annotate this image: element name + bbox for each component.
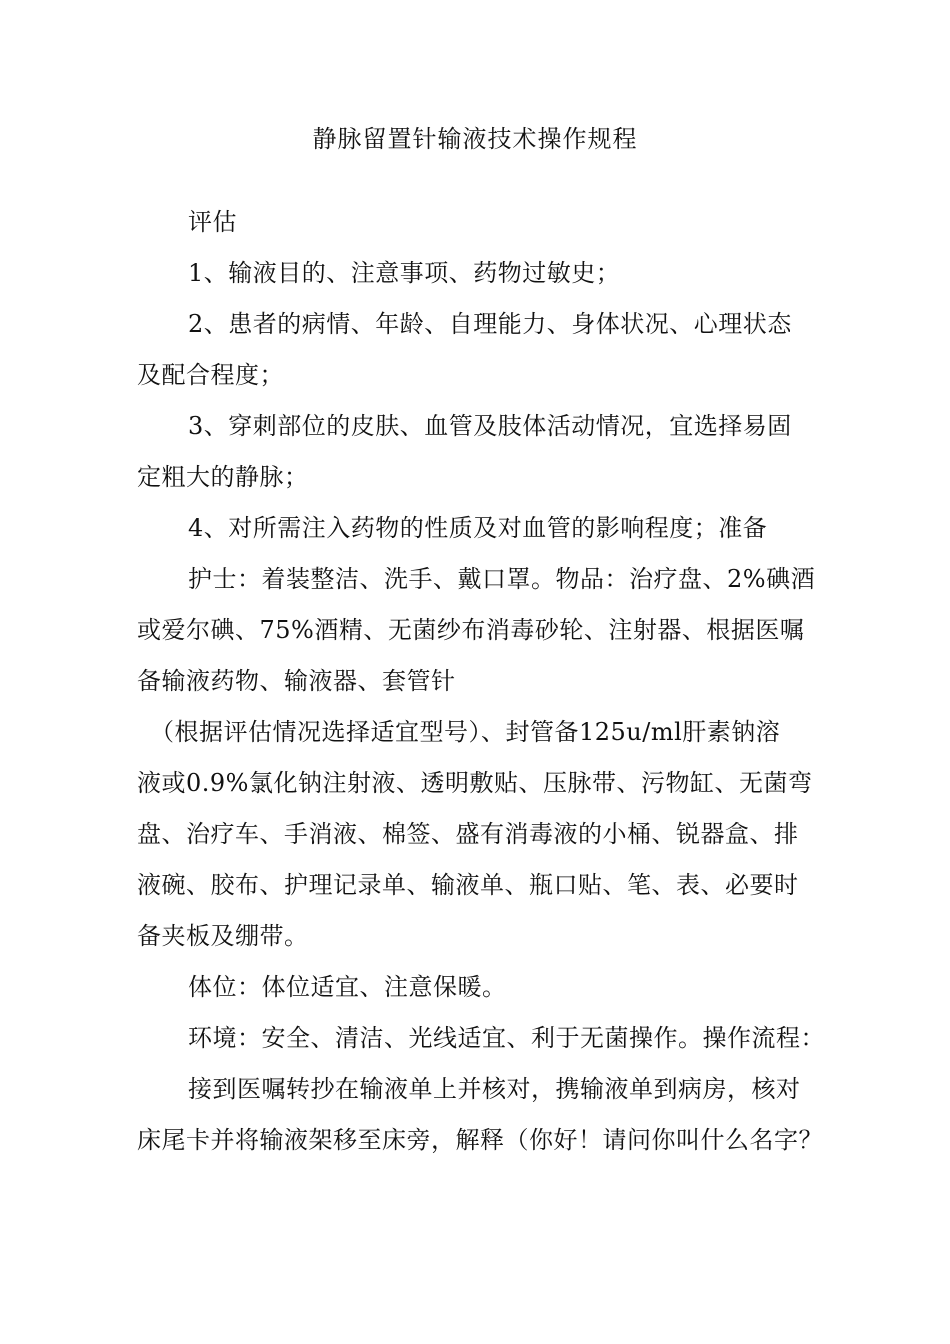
paragraph-line: 4、对所需注入药物的性质及对血管的影响程度；准备	[188, 514, 768, 542]
paragraph-line: 备输液药物、输液器、套管针	[137, 667, 456, 695]
paragraph-line: 护士：着装整洁、洗手、戴口罩。物品：治疗盘、2%碘酒	[188, 565, 816, 593]
paragraph-line: 接到医嘱转抄在输液单上并核对，携输液单到病房，核对	[188, 1075, 801, 1103]
paragraph-line: （根据评估情况选择适宜型号）、封管备125u/ml肝素钠溶	[150, 718, 781, 746]
paragraph-line: 定粗大的静脉；	[137, 463, 309, 491]
section-heading-assessment: 评估	[188, 208, 237, 236]
paragraph-line: 体位：体位适宜、注意保暖。	[188, 973, 507, 1001]
paragraph-line: 及配合程度；	[137, 361, 284, 389]
paragraph-line: 备夹板及绷带。	[137, 922, 309, 950]
paragraph-line: 3、穿刺部位的皮肤、血管及肢体活动情况，宜选择易固	[188, 412, 792, 440]
paragraph-line: 1、输液目的、注意事项、药物过敏史；	[188, 259, 621, 287]
paragraph-line: 液碗、胶布、护理记录单、输液单、瓶口贴、笔、表、必要时	[137, 871, 799, 899]
paragraph-line: 床尾卡并将输液架移至床旁，解释（你好！请问你叫什么名字？	[137, 1126, 823, 1154]
paragraph-line: 环境：安全、清洁、光线适宜、利于无菌操作。操作流程：	[188, 1024, 825, 1052]
paragraph-line: 或爱尔碘、75%酒精、无菌纱布消毒砂轮、注射器、根据医嘱	[137, 616, 805, 644]
paragraph-line: 盘、治疗车、手消液、棉签、盛有消毒液的小桶、锐器盒、排	[137, 820, 799, 848]
paragraph-line: 液或0.9%氯化钠注射液、透明敷贴、压脉带、污物缸、无菌弯	[137, 769, 813, 797]
document-title: 静脉留置针输液技术操作规程	[312, 125, 638, 153]
paragraph-line: 2、患者的病情、年龄、自理能力、身体状况、心理状态	[188, 310, 792, 338]
